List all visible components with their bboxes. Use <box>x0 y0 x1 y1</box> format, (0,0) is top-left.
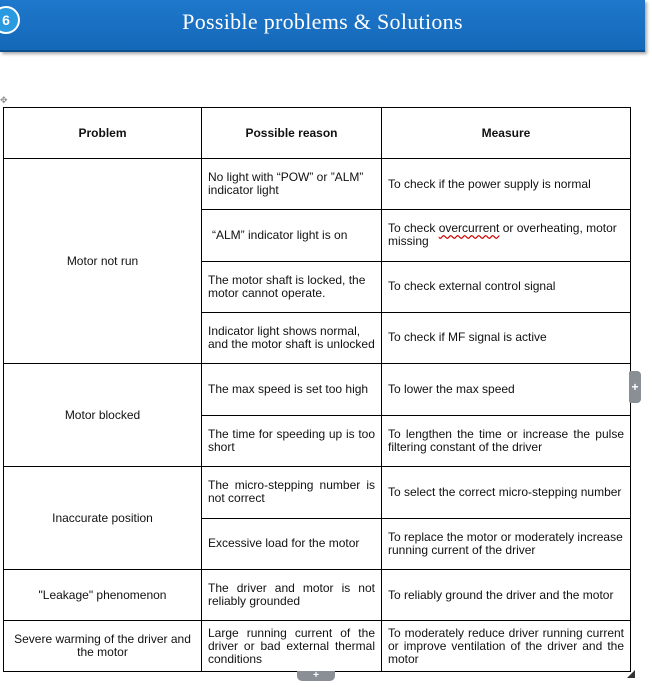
measure-cell: To lengthen the time or increase the pulse filtering constant of the driver <box>382 415 631 467</box>
reason-cell: The max speed is set too high <box>202 364 382 416</box>
measure-text-start: To check <box>388 221 439 236</box>
problem-cell: Motor blocked <box>4 364 202 467</box>
table-row <box>4 364 631 416</box>
table-move-handle-icon[interactable]: ✥ <box>0 95 8 105</box>
reason-cell: Large running current of the driver or bad external thermal conditions <box>202 621 382 672</box>
reason-cell <box>202 210 382 261</box>
reason-cell: Excessive load for the motor <box>202 518 382 570</box>
reason-cell: The driver and motor is not reliably grounded <box>202 570 382 621</box>
measure-cell: To lower the max speed <box>382 364 631 416</box>
problem-cell: Severe warming of the driver and the motor <box>4 621 202 672</box>
section-number-badge: 6 <box>0 6 20 34</box>
table-resize-handle[interactable] <box>627 670 635 678</box>
column-header-problem: Problem <box>4 108 202 159</box>
problem-cell: Inaccurate position <box>4 467 202 570</box>
column-header-measure: Measure <box>382 108 631 159</box>
column-header-reason: Possible reason <box>202 108 382 159</box>
header-bar <box>0 0 645 52</box>
page-title: Possible problems & Solutions <box>182 9 463 34</box>
measure-cell: To select the correct micro-stepping number <box>382 467 631 519</box>
reason-cell: Indicator light shows normal, and the motor shaft is unlocked <box>202 312 382 363</box>
measure-cell: To reliably ground the driver and the motor <box>382 570 631 621</box>
measure-cell: To replace the motor or moderately increase running current of the driver <box>382 518 631 570</box>
add-column-button[interactable]: + <box>629 371 641 403</box>
reason-cell: The micro-stepping number is not correct <box>202 467 382 519</box>
table-row <box>4 621 631 672</box>
solutions-table <box>3 107 631 672</box>
table-row <box>4 467 631 519</box>
table-header-row <box>4 108 631 159</box>
measure-cell: To check if MF signal is active <box>382 312 631 363</box>
reason-cell: No light with “POW” or ”ALM” indicator light <box>202 159 382 210</box>
table-row <box>4 159 631 210</box>
measure-cell: To moderately reduce driver running current or improve ventilation of the driver and the motor <box>382 621 631 672</box>
table-row <box>4 570 631 621</box>
measure-cell: To check if the power supply is normal <box>382 159 631 210</box>
problem-cell: "Leakage" phenomenon <box>4 570 202 621</box>
reason-cell: The motor shaft is locked, the motor cannot operate. <box>202 261 382 312</box>
problem-cell: Motor not run <box>4 159 202 364</box>
measure-cell: To check external control signal <box>382 261 631 312</box>
reason-text: “ALM” indicator light is on <box>212 227 348 242</box>
spellcheck-flagged-word: overcurrent <box>438 221 500 236</box>
measure-cell <box>382 210 631 261</box>
measure-text-end: or overheating, motor missing <box>388 221 617 249</box>
reason-cell: The time for speeding up is too short <box>202 415 382 467</box>
add-row-button[interactable]: + <box>297 671 335 681</box>
